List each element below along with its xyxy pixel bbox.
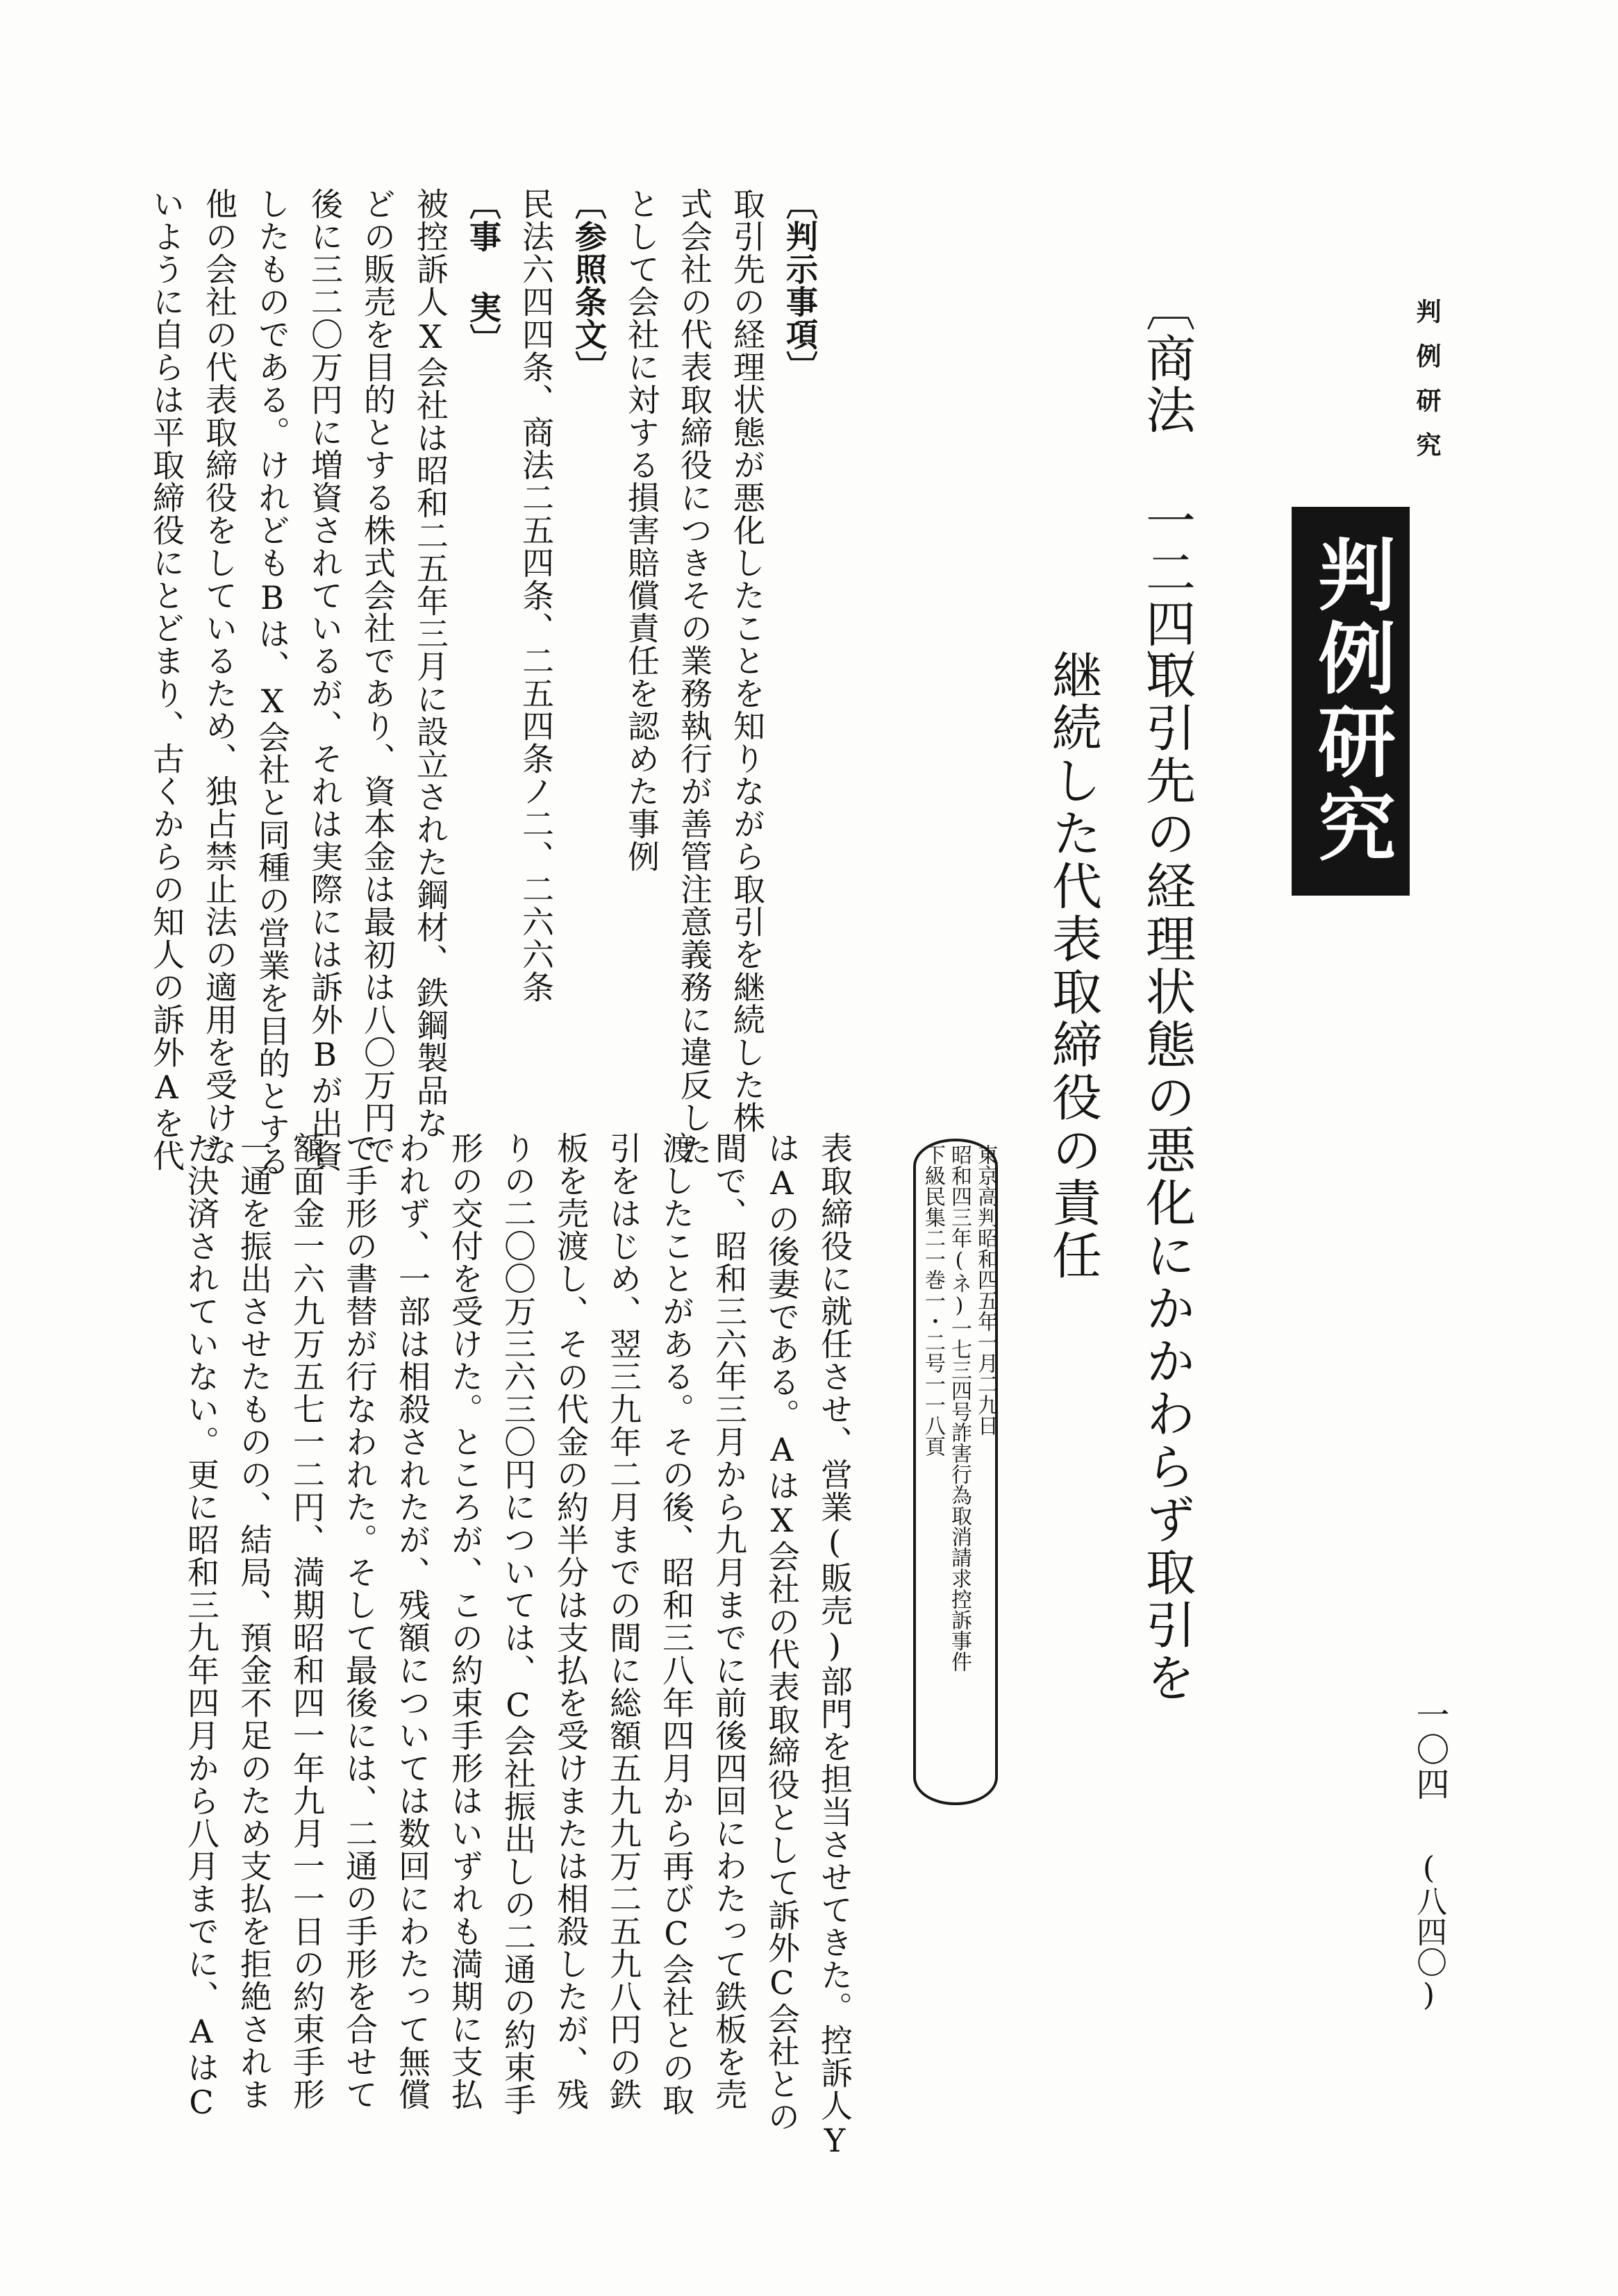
body-text-line: どの販売を目的とする株式会社であり、資本金は最初は八〇万円で [359,187,397,1166]
body-text-line: 形の交付を受けた。ところが、この約束手形はいずれも満期に支払 [447,1132,484,2111]
body-text-line: したものである。けれどもBは、X会社と同種の営業を目的とする [253,187,291,1178]
body-text-line: で手形の書替が行なわれた。そして最後には、二通の手形を合せて [341,1132,378,2111]
page-number: 一〇四 [1410,1698,1449,1802]
citation-line: 昭和四三年(ネ)一七三四号詐害行為取消請求控訴事件 [947,1144,971,1672]
body-text-line: 一通を振出させたものの、結局、預金不足のため支払を拒絶されま [235,1132,273,2111]
body-text-line: 額面金一六九万五七一二円、満期昭和四一年九月一一日の約束手形 [288,1132,326,2111]
section-heading: 〔判示事項〕 [781,187,819,383]
case-label: 〔商法 一二四〕 [1137,281,1196,701]
body-text-line: 民法六四四条、商法二五四条、二五四条ノ二、二六六条 [517,187,555,1003]
case-title-line-1: 取引先の経理状態の悪化にかかわらず取引を [1137,649,1196,1704]
body-text-line: 渡したことがある。その後、昭和三八年四月から再びC会社との取 [658,1132,695,2116]
case-title-line-2: 継続した代表取締役の責任 [1044,649,1102,1282]
body-text-line: はAの後妻である。AはX会社の代表取締役として訴外C会社との [763,1132,801,2133]
upper-body-column [148,187,826,1178]
body-text-line: われず、一部は相殺されたが、残額については数回にわたって無償 [394,1132,431,2111]
folio-number: (八四〇) [1411,1850,1446,2013]
body-text-line: 被控訴人X会社は昭和二五年三月に設立された鋼材、鉄鋼製品な [412,187,449,1139]
body-text-line: 他の会社の代表取締役をしているため、独占禁止法の適用を受けな [201,187,238,1166]
body-text-line: 取引先の経理状態が悪化したことを知りながら取引を継続した株 [728,187,766,1134]
case-citation [918,1144,999,1804]
body-text-line: いように自らは平取締役にとどまり、古くからの知人の訴外Aを代 [148,187,185,1172]
section-heading: 〔事 実〕 [465,187,502,356]
body-text-line: 式会社の代表取締役につきその業務執行が善管注意義務に違反した [676,187,713,1166]
running-head: 判例研究 [1412,299,1442,476]
section-badge: 判例研究 [1292,507,1410,896]
citation-line: 下級民集二一巻一・二号一一八頁 [921,1144,945,1457]
body-text-line: 表取締役に就任させ、営業(販売)部門を担当させてきた。控訴人Y [816,1132,853,2160]
body-text-line: 引をはじめ、翌三九年二月までの間に総額五九九万二五九八円の鉄 [605,1132,642,2111]
body-text-line: りの二〇〇万三六三〇円については、C会社振出しの二通の約束手 [499,1132,537,2116]
citation-line: 東京高判昭和四五年一月二九日 [974,1144,998,1436]
body-text-line: だ決済されていない。更に昭和三九年四月から八月までに、AはC [183,1132,220,2122]
section-heading: 〔参照条文〕 [570,187,608,383]
body-text-line: 間で、昭和三六年三月から九月までに前後四回にわたって鉄板を売 [710,1132,748,2111]
body-text-line: 後に三二〇万円に増資されているが、それは実際には訴外Bが出資 [306,187,344,1172]
lower-body-column [183,1132,861,2160]
body-text-line: として会社に対する損害賠償責任を認めた事例 [623,187,660,873]
body-text-line: 板を売渡し、その代金の約半分は支払を受けまたは相殺したが、残 [552,1132,590,2111]
